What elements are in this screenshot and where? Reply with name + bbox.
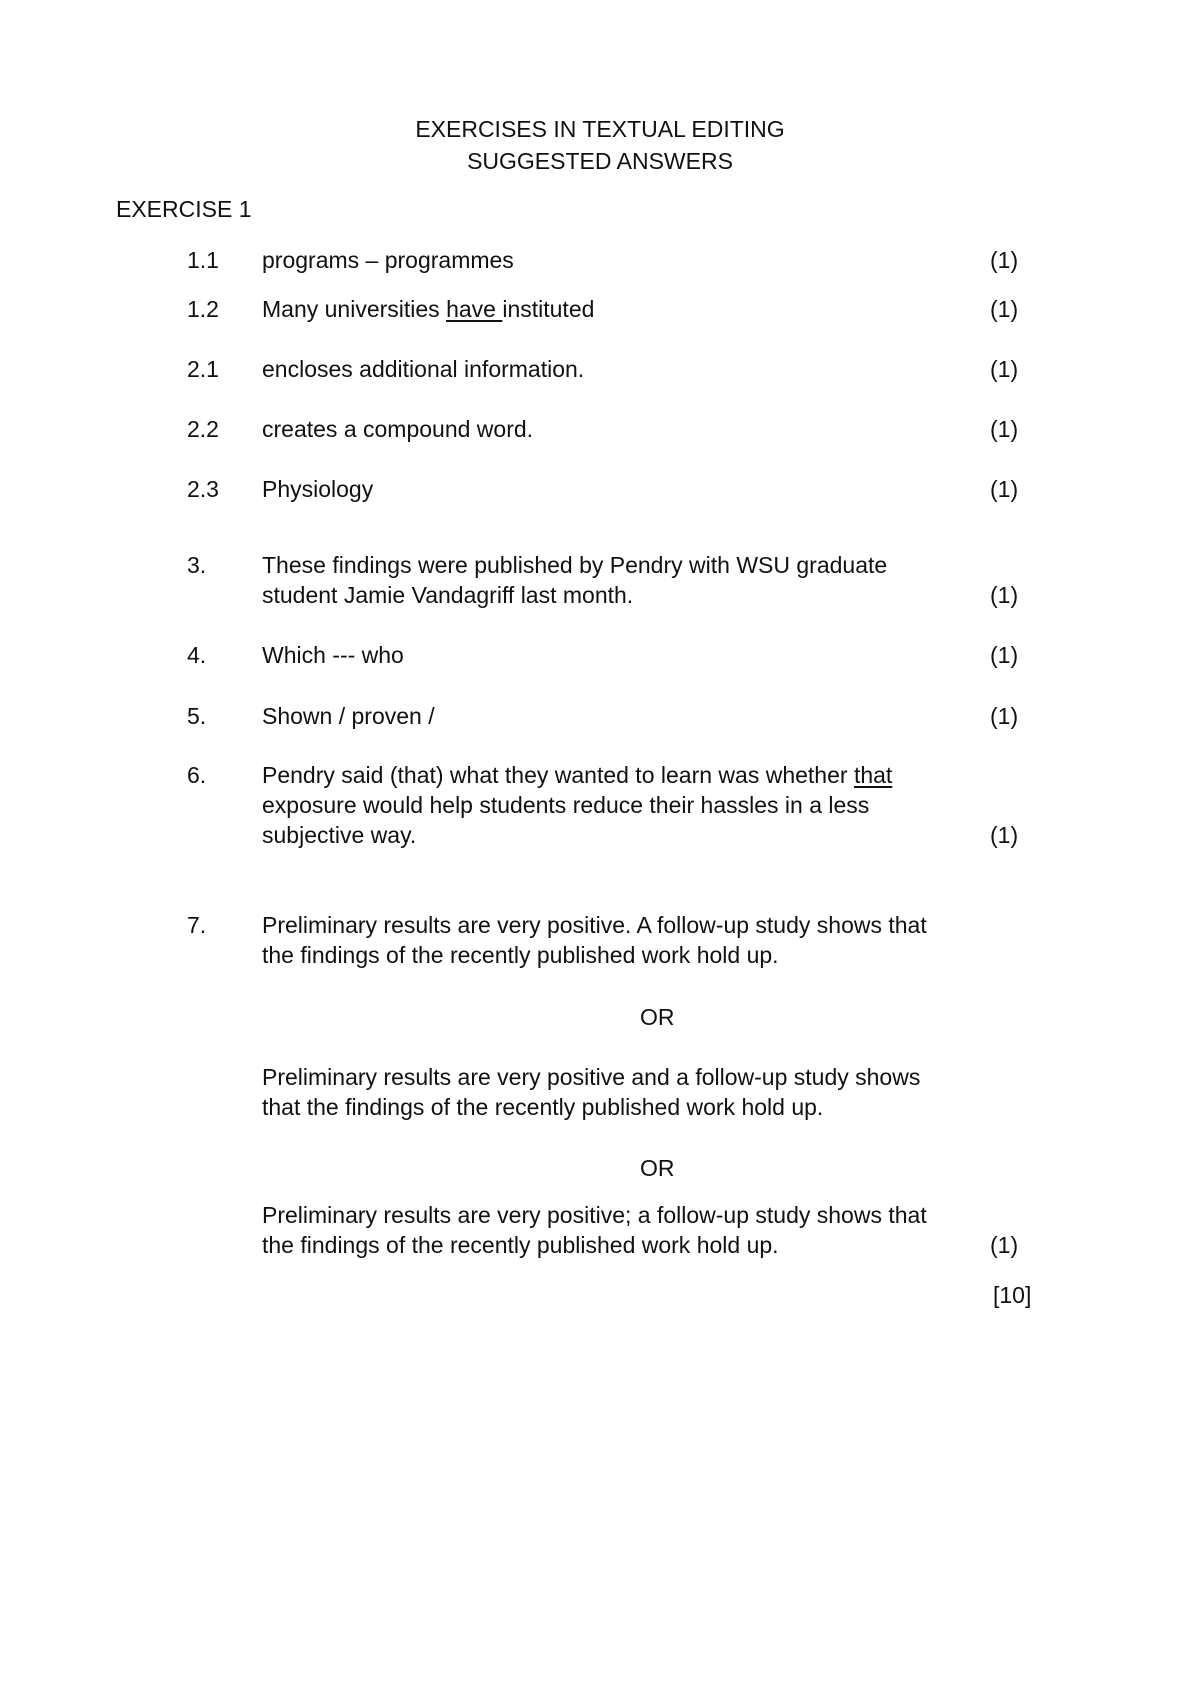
item-answer: creates a compound word.	[262, 416, 534, 442]
item-answer-line: Preliminary results are very positive. A follow-up study shows that	[262, 912, 927, 938]
item-answer-line: Preliminary results are very positive and a follow-up study shows	[262, 1064, 921, 1090]
item-answer-line: that the findings of the recently published work hold up.	[262, 1094, 824, 1120]
item-mark: (1)	[990, 582, 1019, 608]
item-answer: Shown / proven /	[262, 703, 435, 729]
underlined-word: that	[853, 762, 893, 788]
item-answer-line: Preliminary results are very positive; a follow-up study shows that	[262, 1202, 927, 1228]
item-mark: (1)	[990, 247, 1019, 273]
item-answer: programs – programmes	[262, 247, 514, 273]
item-number: 3.	[187, 552, 207, 578]
item-answer-line	[262, 760, 892, 791]
item-answer-line: the findings of the recently published work hold up.	[262, 1232, 779, 1258]
item-answer-line: These findings were published by Pendry with WSU graduate	[262, 552, 888, 578]
item-number: 2.3	[187, 476, 219, 502]
item-number: 5.	[187, 703, 207, 729]
or-separator: OR	[640, 1004, 675, 1030]
title-line-1: EXERCISES IN TEXTUAL EDITING	[415, 116, 785, 142]
item-number: 7.	[187, 912, 207, 938]
item-mark: (1)	[990, 416, 1019, 442]
underlined-word: have	[446, 296, 503, 322]
item-number: 1.2	[187, 296, 219, 322]
item-answer-text: Many universities	[262, 296, 447, 322]
item-answer-line: exposure would help students reduce their hassles in a less	[262, 792, 870, 818]
item-mark: (1)	[990, 1232, 1019, 1258]
item-answer-text: Pendry said (that) what they wanted to learn was whether	[262, 762, 854, 788]
item-answer: encloses additional information.	[262, 356, 585, 382]
item-number: 2.2	[187, 416, 219, 442]
item-number: 4.	[187, 642, 207, 668]
item-number: 1.1	[187, 247, 219, 273]
item-answer-text: instituted	[502, 296, 595, 322]
item-mark: (1)	[990, 642, 1019, 668]
total-marks: [10]	[993, 1282, 1032, 1308]
item-answer	[262, 294, 594, 325]
item-answer: Physiology	[262, 476, 374, 502]
item-mark: (1)	[990, 822, 1019, 848]
item-answer-line: subjective way.	[262, 822, 417, 848]
item-answer: Which --- who	[262, 642, 404, 668]
item-number: 6.	[187, 762, 207, 788]
item-mark: (1)	[990, 476, 1019, 502]
item-answer-line: the findings of the recently published work hold up.	[262, 942, 779, 968]
exercise-heading: EXERCISE 1	[116, 196, 252, 222]
title-line-2: SUGGESTED ANSWERS	[467, 148, 733, 174]
item-mark: (1)	[990, 356, 1019, 382]
item-mark: (1)	[990, 703, 1019, 729]
item-mark: (1)	[990, 296, 1019, 322]
item-number: 2.1	[187, 356, 219, 382]
or-separator: OR	[640, 1155, 675, 1181]
item-answer-line: student Jamie Vandagriff last month.	[262, 582, 634, 608]
